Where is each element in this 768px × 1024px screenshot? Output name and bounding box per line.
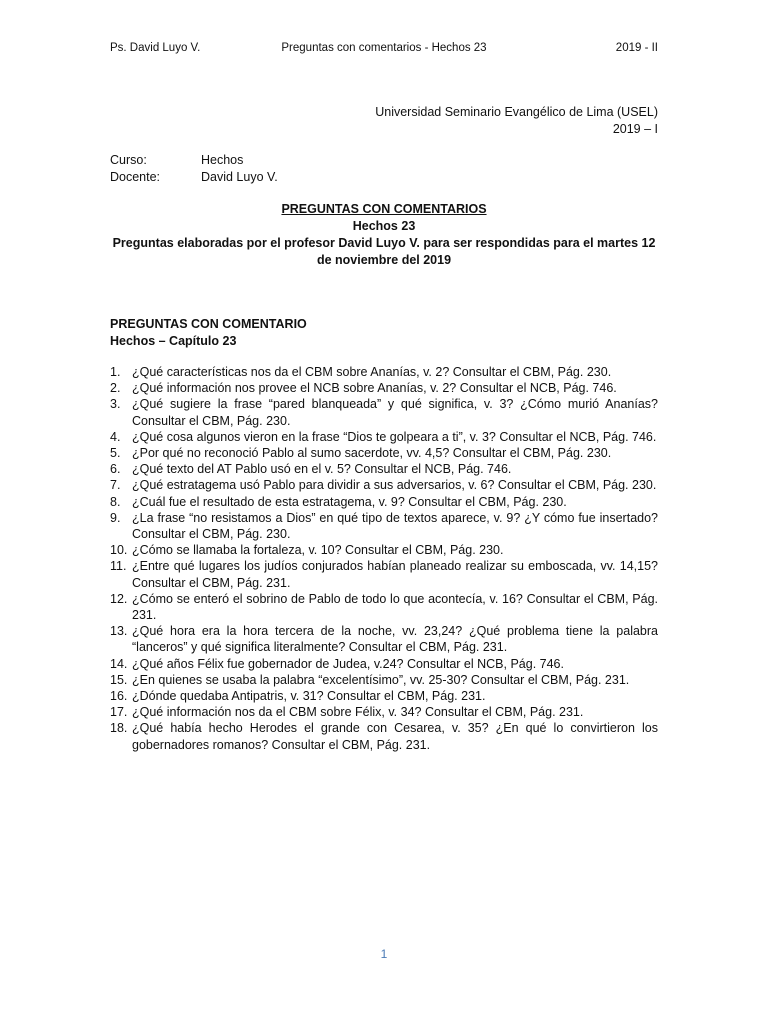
question-text: ¿Cuál fue el resultado de esta estratagema, v. 9? Consultar el CBM, Pág. 230.: [132, 494, 567, 509]
header-term: 2019 - II: [615, 42, 658, 54]
question-number: 7.: [110, 478, 121, 493]
section-subheading: Hechos – Capítulo 23: [110, 334, 237, 348]
question-item: [110, 558, 658, 590]
question-list: [110, 364, 658, 753]
question-item: [110, 396, 658, 428]
document-subtitle: Hechos 23: [352, 219, 416, 233]
question-item: [110, 445, 658, 461]
question-item: [110, 477, 658, 493]
question-text: ¿Qué texto del AT Pablo usó en el v. 5? Consultar el NCB, Pág. 746.: [132, 462, 512, 477]
question-text: ¿Qué años Félix fue gobernador de Judea, v.24? Consultar el NCB, Pág. 746.: [132, 656, 564, 671]
question-text: ¿Por qué no reconoció Pablo al sumo sacerdote, vv. 4,5? Consultar el CBM, Pág. 230.: [132, 446, 612, 461]
question-number: 11.: [110, 559, 127, 574]
question-item: [110, 494, 658, 510]
question-item: [110, 720, 658, 752]
question-text: ¿Qué cosa algunos vieron en la frase “Dios te golpeara a ti”, v. 3? Consultar el NCB, Pág. 746.: [132, 429, 657, 444]
question-item: [110, 510, 658, 542]
question-number: 6.: [110, 462, 121, 477]
question-text: ¿Qué características nos da el CBM sobre Ananías, v. 2? Consultar el CBM, Pág. 230.: [132, 365, 612, 379]
institution-name: Universidad Seminario Evangélico de Lima (USEL): [375, 105, 658, 119]
teacher-label: Docente:: [110, 170, 161, 184]
question-item: [110, 461, 658, 477]
question-text: ¿Qué sugiere la frase “pared blanqueada” y qué significa, v. 3? ¿Cómo murió Ananías? Consultar el CBM, Pág. 230.: [132, 397, 658, 428]
question-number: 12.: [110, 591, 128, 606]
question-item: [110, 429, 658, 445]
question-text: ¿Qué había hecho Herodes el grande con Cesarea, v. 35? ¿En qué lo convirtieron los gobernadores romanos? Consultar el CBM, Pág. 231.: [132, 721, 658, 752]
question-item: [110, 704, 658, 720]
question-text: ¿Qué información nos da el CBM sobre Félix, v. 34? Consultar el CBM, Pág. 231.: [132, 705, 584, 720]
question-text: ¿Cómo se llamaba la fortaleza, v. 10? Consultar el CBM, Pág. 230.: [132, 543, 504, 558]
question-text: ¿Dónde quedaba Antipatris, v. 31? Consultar el CBM, Pág. 231.: [132, 689, 486, 704]
question-text: ¿La frase “no resistamos a Dios” en qué tipo de textos aparece, v. 9? ¿Y cómo fue insertado? Consultar el CBM, Pág. 230.: [132, 510, 658, 542]
course-value: Hechos: [201, 153, 244, 167]
question-text: ¿Qué estratagema usó Pablo para dividir a sus adversarios, v. 6? Consultar el CBM, Pág. 230.: [132, 478, 657, 493]
course-label: Curso:: [110, 153, 147, 167]
header-author: Ps. David Luyo V.: [110, 42, 201, 54]
question-item: [110, 542, 658, 558]
page-number: 1: [380, 947, 388, 961]
question-item: [110, 591, 658, 623]
question-number: 15.: [110, 672, 128, 687]
question-number: 18.: [110, 721, 128, 736]
question-item: [110, 656, 658, 672]
question-item: [110, 623, 658, 655]
question-number: 2.: [110, 381, 121, 396]
question-number: 9.: [110, 510, 121, 525]
title-block: [110, 201, 658, 269]
question-text: ¿Qué información nos provee el NCB sobre Ananías, v. 2? Consultar el NCB, Pág. 746.: [132, 381, 617, 396]
institution-term: 2019 – I: [612, 122, 658, 136]
question-item: [110, 380, 658, 396]
question-number: 13.: [110, 624, 128, 639]
institution-block: [375, 104, 658, 138]
question-number: 1.: [110, 365, 121, 379]
question-number: 4.: [110, 429, 121, 444]
header-title: Preguntas con comentarios - Hechos 23: [281, 42, 487, 54]
document-description: Preguntas elaboradas por el profesor David Luyo V. para ser respondidas para el martes 12 de noviembre del 2019: [112, 236, 656, 267]
question-text: ¿Cómo se enteró el sobrino de Pablo de todo lo que acontecía, v. 16? Consultar el CBM, Pág. 231.: [132, 591, 658, 623]
question-number: 5.: [110, 446, 121, 461]
question-number: 17.: [110, 705, 128, 720]
question-number: 16.: [110, 689, 128, 704]
questions-section: [110, 316, 658, 753]
question-item: [110, 672, 658, 688]
question-number: 3.: [110, 397, 121, 412]
question-item: [110, 364, 658, 380]
question-number: 8.: [110, 494, 121, 509]
question-number: 14.: [110, 656, 128, 671]
question-number: 10.: [110, 543, 128, 558]
running-header: [110, 42, 658, 58]
question-text: ¿Entre qué lugares los judíos conjurados habían planeado realizar su emboscada, vv. 14,15? Consultar el CBM, Pág. 231.: [132, 559, 658, 590]
question-text: ¿Qué hora era la hora tercera de la noche, vv. 23,24? ¿Qué problema tiene la palabra “lanceros” y qué significa literalmente? Consultar el CBM, Pág. 231.: [132, 624, 658, 655]
section-heading: PREGUNTAS CON COMENTARIO: [110, 317, 307, 331]
teacher-value: David Luyo V.: [201, 170, 278, 184]
question-text: ¿En quienes se usaba la palabra “excelentísimo”, vv. 25-30? Consultar el CBM, Pág. 231.: [132, 672, 630, 687]
question-item: [110, 688, 658, 704]
document-title: PREGUNTAS CON COMENTARIOS: [281, 202, 487, 216]
